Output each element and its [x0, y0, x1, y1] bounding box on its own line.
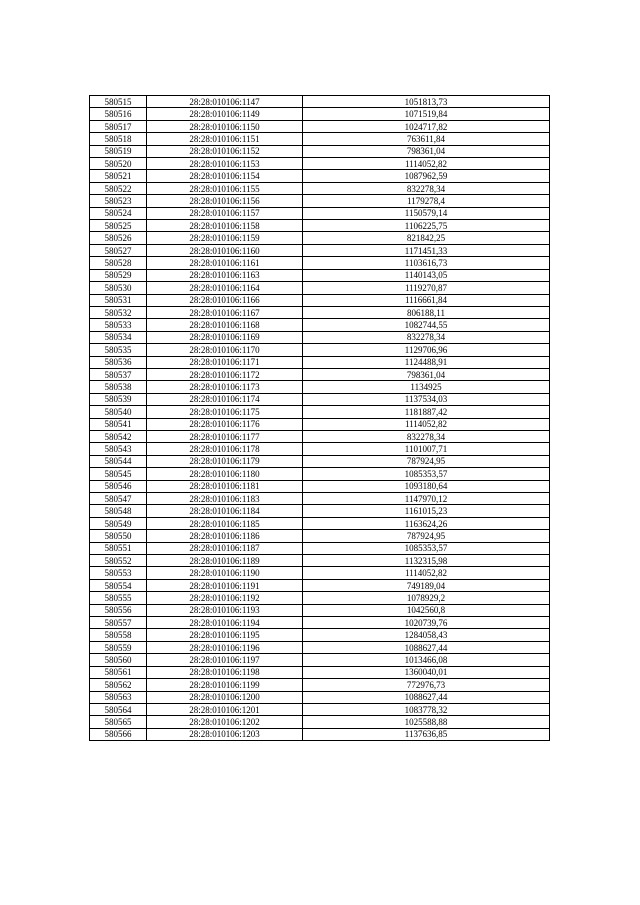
value-cell: 821842,25 — [303, 232, 550, 244]
cadastral-number-cell: 28:28:010106:1172 — [147, 368, 303, 380]
cadastral-number-cell: 28:28:010106:1191 — [147, 579, 303, 591]
cadastral-number-cell: 28:28:010106:1151 — [147, 133, 303, 145]
row-number-cell: 580552 — [90, 555, 147, 567]
cadastral-number-cell: 28:28:010106:1198 — [147, 666, 303, 678]
row-number-cell: 580537 — [90, 368, 147, 380]
cadastral-number-cell: 28:28:010106:1183 — [147, 493, 303, 505]
value-cell: 1082744,55 — [303, 319, 550, 331]
value-cell: 1085353,57 — [303, 468, 550, 480]
table-row — [90, 220, 550, 232]
table-row — [90, 207, 550, 219]
table-row — [90, 344, 550, 356]
cadastral-number-cell: 28:28:010106:1176 — [147, 418, 303, 430]
row-number-cell: 580549 — [90, 517, 147, 529]
cadastral-number-cell: 28:28:010106:1185 — [147, 517, 303, 529]
cadastral-number-cell: 28:28:010106:1150 — [147, 120, 303, 132]
table-row — [90, 269, 550, 281]
table-row — [90, 368, 550, 380]
table-row — [90, 567, 550, 579]
value-cell: 787924,95 — [303, 530, 550, 542]
row-number-cell: 580536 — [90, 356, 147, 368]
value-cell: 1134925 — [303, 381, 550, 393]
row-number-cell: 580562 — [90, 679, 147, 691]
cadastral-number-cell: 28:28:010106:1166 — [147, 294, 303, 306]
value-cell: 1360040,01 — [303, 666, 550, 678]
value-cell: 1106225,75 — [303, 220, 550, 232]
value-cell: 798361,04 — [303, 368, 550, 380]
table-row — [90, 703, 550, 715]
row-number-cell: 580547 — [90, 493, 147, 505]
value-cell: 1129706,96 — [303, 344, 550, 356]
table-row — [90, 381, 550, 393]
table-row — [90, 728, 550, 740]
table-row — [90, 604, 550, 616]
value-cell: 1132315,98 — [303, 555, 550, 567]
table-row — [90, 654, 550, 666]
table-row — [90, 244, 550, 256]
table-row — [90, 530, 550, 542]
row-number-cell: 580519 — [90, 145, 147, 157]
value-cell: 1103616,73 — [303, 257, 550, 269]
cadastral-number-cell: 28:28:010106:1168 — [147, 319, 303, 331]
row-number-cell: 580560 — [90, 654, 147, 666]
table-row — [90, 480, 550, 492]
table-row — [90, 455, 550, 467]
table-row — [90, 505, 550, 517]
cadastral-number-cell: 28:28:010106:1157 — [147, 207, 303, 219]
value-cell: 1087962,59 — [303, 170, 550, 182]
table-row — [90, 691, 550, 703]
table-row — [90, 418, 550, 430]
value-cell: 1161015,23 — [303, 505, 550, 517]
cadastral-number-cell: 28:28:010106:1149 — [147, 108, 303, 120]
cadastral-number-cell: 28:28:010106:1158 — [147, 220, 303, 232]
row-number-cell: 580553 — [90, 567, 147, 579]
cadastral-number-cell: 28:28:010106:1197 — [147, 654, 303, 666]
row-number-cell: 580543 — [90, 443, 147, 455]
value-cell: 1051813,73 — [303, 96, 550, 108]
cadastral-number-cell: 28:28:010106:1175 — [147, 406, 303, 418]
table-row — [90, 716, 550, 728]
table-row — [90, 393, 550, 405]
value-cell: 798361,04 — [303, 145, 550, 157]
row-number-cell: 580522 — [90, 182, 147, 194]
cadastral-number-cell: 28:28:010106:1171 — [147, 356, 303, 368]
value-cell: 1116661,84 — [303, 294, 550, 306]
row-number-cell: 580531 — [90, 294, 147, 306]
row-number-cell: 580523 — [90, 195, 147, 207]
row-number-cell: 580540 — [90, 406, 147, 418]
table-row — [90, 158, 550, 170]
value-cell: 1147970,12 — [303, 493, 550, 505]
row-number-cell: 580530 — [90, 282, 147, 294]
row-number-cell: 580544 — [90, 455, 147, 467]
cadastral-number-cell: 28:28:010106:1179 — [147, 455, 303, 467]
row-number-cell: 580557 — [90, 617, 147, 629]
table-row — [90, 629, 550, 641]
row-number-cell: 580521 — [90, 170, 147, 182]
table-row — [90, 282, 550, 294]
row-number-cell: 580548 — [90, 505, 147, 517]
row-number-cell: 580556 — [90, 604, 147, 616]
table-row — [90, 195, 550, 207]
cadastral-number-cell: 28:28:010106:1160 — [147, 244, 303, 256]
cadastral-number-cell: 28:28:010106:1173 — [147, 381, 303, 393]
value-cell: 1114052,82 — [303, 158, 550, 170]
value-cell: 1119270,87 — [303, 282, 550, 294]
row-number-cell: 580517 — [90, 120, 147, 132]
row-number-cell: 580516 — [90, 108, 147, 120]
cadastral-number-cell: 28:28:010106:1167 — [147, 306, 303, 318]
cadastral-number-cell: 28:28:010106:1163 — [147, 269, 303, 281]
value-cell: 1114052,82 — [303, 567, 550, 579]
table-row — [90, 493, 550, 505]
cadastral-number-cell: 28:28:010106:1164 — [147, 282, 303, 294]
row-number-cell: 580535 — [90, 344, 147, 356]
cadastral-number-cell: 28:28:010106:1190 — [147, 567, 303, 579]
cadastral-number-cell: 28:28:010106:1161 — [147, 257, 303, 269]
table-row — [90, 666, 550, 678]
cadastral-number-cell: 28:28:010106:1200 — [147, 691, 303, 703]
table-row — [90, 579, 550, 591]
table-row — [90, 555, 550, 567]
value-cell: 1083778,32 — [303, 703, 550, 715]
row-number-cell: 580558 — [90, 629, 147, 641]
cadastral-number-cell: 28:28:010106:1193 — [147, 604, 303, 616]
cadastral-number-cell: 28:28:010106:1189 — [147, 555, 303, 567]
row-number-cell: 580542 — [90, 430, 147, 442]
value-cell: 1020739,76 — [303, 617, 550, 629]
value-cell: 806188,11 — [303, 306, 550, 318]
cadastral-number-cell: 28:28:010106:1170 — [147, 344, 303, 356]
row-number-cell: 580526 — [90, 232, 147, 244]
row-number-cell: 580546 — [90, 480, 147, 492]
value-cell: 749189,04 — [303, 579, 550, 591]
cadastral-number-cell: 28:28:010106:1147 — [147, 96, 303, 108]
table-row — [90, 257, 550, 269]
value-cell: 1284058,43 — [303, 629, 550, 641]
table-row — [90, 592, 550, 604]
row-number-cell: 580527 — [90, 244, 147, 256]
row-number-cell: 580541 — [90, 418, 147, 430]
row-number-cell: 580520 — [90, 158, 147, 170]
table-row — [90, 306, 550, 318]
table-row — [90, 120, 550, 132]
value-cell: 1093180,64 — [303, 480, 550, 492]
cadastral-number-cell: 28:28:010106:1181 — [147, 480, 303, 492]
row-number-cell: 580559 — [90, 641, 147, 653]
row-number-cell: 580515 — [90, 96, 147, 108]
value-cell: 1013466,08 — [303, 654, 550, 666]
cadastral-value-table — [89, 95, 550, 741]
cadastral-number-cell: 28:28:010106:1201 — [147, 703, 303, 715]
row-number-cell: 580528 — [90, 257, 147, 269]
row-number-cell: 580564 — [90, 703, 147, 715]
value-cell: 1025588,88 — [303, 716, 550, 728]
row-number-cell: 580533 — [90, 319, 147, 331]
value-cell: 1124488,91 — [303, 356, 550, 368]
value-cell: 1042560,8 — [303, 604, 550, 616]
row-number-cell: 580550 — [90, 530, 147, 542]
cadastral-number-cell: 28:28:010106:1187 — [147, 542, 303, 554]
value-cell: 1140143,05 — [303, 269, 550, 281]
cadastral-number-cell: 28:28:010106:1186 — [147, 530, 303, 542]
value-cell: 1150579,14 — [303, 207, 550, 219]
value-cell: 1024717,82 — [303, 120, 550, 132]
table-row — [90, 542, 550, 554]
table-row — [90, 679, 550, 691]
cadastral-number-cell: 28:28:010106:1199 — [147, 679, 303, 691]
cadastral-number-cell: 28:28:010106:1192 — [147, 592, 303, 604]
table-row — [90, 468, 550, 480]
cadastral-number-cell: 28:28:010106:1159 — [147, 232, 303, 244]
value-cell: 1101007,71 — [303, 443, 550, 455]
value-cell: 1078929,2 — [303, 592, 550, 604]
cadastral-number-cell: 28:28:010106:1153 — [147, 158, 303, 170]
row-number-cell: 580566 — [90, 728, 147, 740]
cadastral-number-cell: 28:28:010106:1203 — [147, 728, 303, 740]
table-row — [90, 617, 550, 629]
cadastral-number-cell: 28:28:010106:1194 — [147, 617, 303, 629]
table-row — [90, 96, 550, 108]
cadastral-number-cell: 28:28:010106:1155 — [147, 182, 303, 194]
value-cell: 1088627,44 — [303, 641, 550, 653]
value-cell: 1171451,33 — [303, 244, 550, 256]
table-row — [90, 443, 550, 455]
table-row — [90, 108, 550, 120]
row-number-cell: 580563 — [90, 691, 147, 703]
cadastral-number-cell: 28:28:010106:1169 — [147, 331, 303, 343]
value-cell: 772976,73 — [303, 679, 550, 691]
table-row — [90, 294, 550, 306]
value-cell: 1088627,44 — [303, 691, 550, 703]
cadastral-number-cell: 28:28:010106:1177 — [147, 430, 303, 442]
table-row — [90, 430, 550, 442]
value-cell: 832278,34 — [303, 182, 550, 194]
table-body — [90, 96, 550, 741]
cadastral-number-cell: 28:28:010106:1195 — [147, 629, 303, 641]
cadastral-number-cell: 28:28:010106:1154 — [147, 170, 303, 182]
row-number-cell: 580518 — [90, 133, 147, 145]
row-number-cell: 580545 — [90, 468, 147, 480]
table-row — [90, 517, 550, 529]
row-number-cell: 580551 — [90, 542, 147, 554]
value-cell: 832278,34 — [303, 331, 550, 343]
row-number-cell: 580529 — [90, 269, 147, 281]
row-number-cell: 580561 — [90, 666, 147, 678]
row-number-cell: 580554 — [90, 579, 147, 591]
value-cell: 1071519,84 — [303, 108, 550, 120]
value-cell: 1181887,42 — [303, 406, 550, 418]
table-row — [90, 232, 550, 244]
table-row — [90, 145, 550, 157]
cadastral-number-cell: 28:28:010106:1180 — [147, 468, 303, 480]
value-cell: 787924,95 — [303, 455, 550, 467]
cadastral-number-cell: 28:28:010106:1178 — [147, 443, 303, 455]
table-row — [90, 356, 550, 368]
cadastral-number-cell: 28:28:010106:1184 — [147, 505, 303, 517]
table-row — [90, 170, 550, 182]
value-cell: 1137534,03 — [303, 393, 550, 405]
value-cell: 832278,34 — [303, 430, 550, 442]
cadastral-number-cell: 28:28:010106:1174 — [147, 393, 303, 405]
row-number-cell: 580538 — [90, 381, 147, 393]
cadastral-number-cell: 28:28:010106:1196 — [147, 641, 303, 653]
row-number-cell: 580532 — [90, 306, 147, 318]
table-row — [90, 406, 550, 418]
row-number-cell: 580524 — [90, 207, 147, 219]
table-row — [90, 641, 550, 653]
value-cell: 763611,84 — [303, 133, 550, 145]
cadastral-number-cell: 28:28:010106:1152 — [147, 145, 303, 157]
value-cell: 1179278,4 — [303, 195, 550, 207]
value-cell: 1085353,57 — [303, 542, 550, 554]
table-row — [90, 319, 550, 331]
value-cell: 1137636,85 — [303, 728, 550, 740]
table-row — [90, 133, 550, 145]
value-cell: 1114052,82 — [303, 418, 550, 430]
row-number-cell: 580565 — [90, 716, 147, 728]
row-number-cell: 580555 — [90, 592, 147, 604]
value-cell: 1163624,26 — [303, 517, 550, 529]
cadastral-number-cell: 28:28:010106:1156 — [147, 195, 303, 207]
row-number-cell: 580525 — [90, 220, 147, 232]
row-number-cell: 580539 — [90, 393, 147, 405]
table-row — [90, 331, 550, 343]
cadastral-number-cell: 28:28:010106:1202 — [147, 716, 303, 728]
row-number-cell: 580534 — [90, 331, 147, 343]
table-row — [90, 182, 550, 194]
